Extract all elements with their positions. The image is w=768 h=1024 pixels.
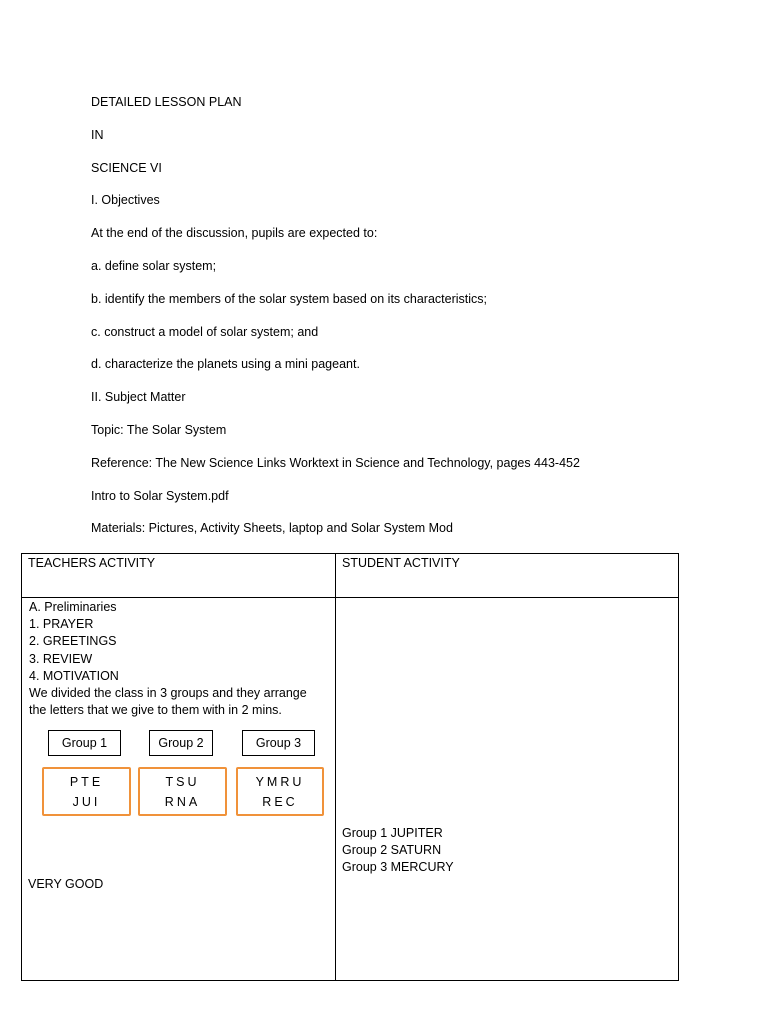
instruction-line-2: the letters that we give to them with in 2 mins.	[29, 703, 282, 718]
group-3-letters-row-1: YMRU	[255, 775, 305, 789]
objective-d: d. characterize the planets using a mini pageant.	[91, 357, 360, 371]
objectives-intro: At the end of the discussion, pupils are expected to:	[91, 226, 378, 240]
teacher-activity-content	[29, 599, 307, 719]
topic-line: Topic: The Solar System	[91, 423, 227, 437]
student-answer-group-2: Group 2 SATURN	[342, 843, 442, 858]
group-1-letters-row-2: JUI	[72, 795, 101, 809]
greetings-line: 2. GREETINGS	[29, 634, 117, 649]
student-answer-group-3: Group 3 MERCURY	[342, 860, 454, 875]
group-1-letters-row-1: PTE	[69, 775, 104, 789]
column-divider	[335, 554, 336, 980]
group-1-box: Group 1	[48, 730, 121, 756]
group-2-box: Group 2	[149, 730, 213, 756]
title-in: IN	[91, 128, 104, 142]
student-answer-group-1: Group 1 JUPITER	[342, 826, 443, 840]
subject-matter-heading: II. Subject Matter	[91, 390, 186, 404]
group-2-letters-row-2: RNA	[164, 795, 201, 809]
materials-line: Materials: Pictures, Activity Sheets, laptop and Solar System Mod	[91, 521, 453, 535]
preliminaries-line: A. Preliminaries	[29, 600, 117, 614]
student-answers	[342, 825, 454, 877]
group-2-letters-row-1: TSU	[165, 775, 200, 789]
instruction-line-1: We divided the class in 3 groups and they arrange	[29, 686, 307, 701]
group-2-letters-box	[138, 767, 227, 816]
lesson-plan-title: DETAILED LESSON PLAN	[91, 95, 242, 109]
subject-title: SCIENCE VI	[91, 161, 162, 175]
objective-a: a. define solar system;	[91, 259, 217, 273]
prayer-line: 1. PRAYER	[29, 617, 94, 632]
objective-b: b. identify the members of the solar system based on its characteristics;	[91, 292, 488, 306]
group-3-box: Group 3	[242, 730, 315, 756]
teacher-feedback: VERY GOOD	[28, 877, 104, 891]
reference-line: Reference: The New Science Links Worktext in Science and Technology, pages 443-452	[91, 456, 580, 470]
student-activity-header: STUDENT ACTIVITY	[342, 556, 460, 570]
activity-table	[21, 553, 679, 981]
group-1-letters-box	[42, 767, 131, 816]
teacher-activity-header: TEACHERS ACTIVITY	[28, 556, 156, 570]
header-row-divider	[22, 597, 678, 598]
pdf-filename: Intro to Solar System.pdf	[91, 489, 229, 503]
review-line: 3. REVIEW	[29, 651, 93, 666]
group-3-letters-row-2: REC	[262, 795, 298, 809]
group-3-letters-box	[236, 767, 324, 816]
objective-c: c. construct a model of solar system; and	[91, 325, 319, 339]
objectives-heading: I. Objectives	[91, 193, 160, 207]
motivation-line: 4. MOTIVATION	[29, 668, 119, 683]
